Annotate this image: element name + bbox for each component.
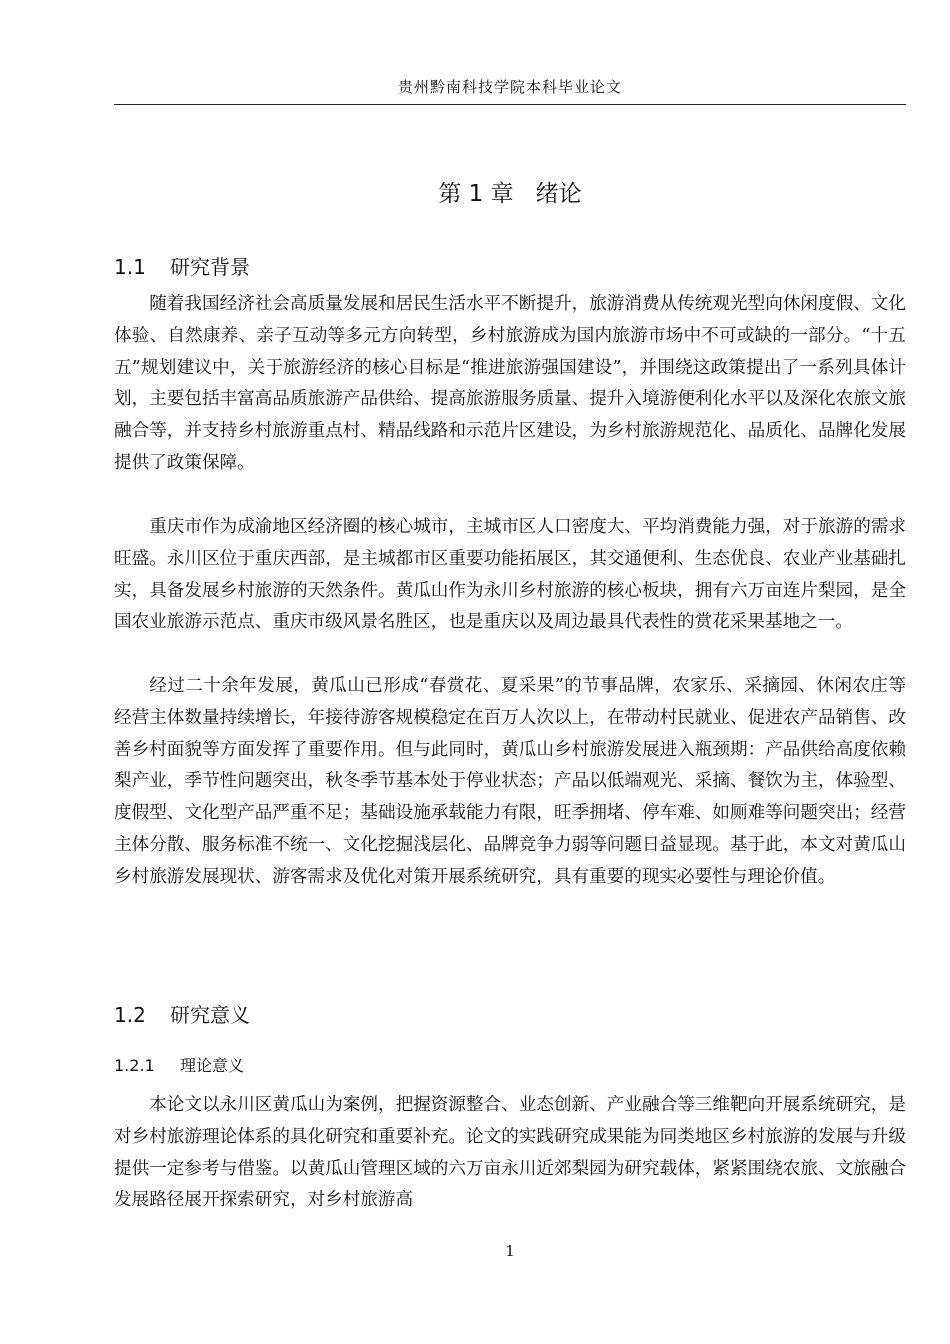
section-number: 1.1 (114, 255, 146, 279)
body-paragraph: 经过二十余年发展，黄瓜山已形成“春赏花、夏采果”的节事品牌，农家乐、采摘园、休闲农庄等经营主体数量持续增长，年接待游客规模稳定在百万人次以上，在带动村民就业、促进农产品销售、改善乡村面貌等方面发挥了重要作用。但与此同时，黄瓜山乡村旅游发展进入瓶颈期：产品供给高度依赖梨产业，季节性问题突出，秋冬季节基本处于停业状态；产品以低端观光、采摘、餐饮为主，体验型、度假型、文化型产品严重不足；基础设施承载能力有限，旺季拥堵、停车难、如厕难等问题突出；经营主体分散、服务标准不统一、文化挖掘浅层化、品牌竞争力弱等问题日益显现。基于此，本文对黄瓜山乡村旅游发展现状、游客需求及优化对策开展系统研究，具有重要的现实必要性与理论价值。 (114, 676, 906, 887)
body-paragraph: 随着我国经济社会高质量发展和居民生活水平不断提升，旅游消费从传统观光型向休闲度假、文化体验、自然康养、亲子互动等多元方向转型，乡村旅游成为国内旅游市场中不可或缺的一部分。“十五五”规划建议中，关于旅游经济的核心目标是“推进旅游强国建设”，并围绕这政策提出了一系列具体计划，主要包括丰富高品质旅游产品供给、提高旅游服务质量、提升入境游便利化水平以及深化农旅文旅融合等，并支持乡村旅游重点村、精品线路和示范片区建设，为乡村旅游规范化、品质化、品牌化发展提供了政策保障。 (114, 294, 906, 473)
body-paragraph: 本论文以永川区黄瓜山为案例，把握资源整合、业态创新、产业融合等三维靶向开展系统研究，是对乡村旅游理论体系的具化研究和重要补充。论文的实践研究成果能为同类地区乡村旅游的发展与升级提供一定参考与借鉴。以黄瓜山管理区域的六万亩永川近郊梨园为研究载体，紧紧围绕农旅、文旅融合发展路径展开探索研究，对乡村旅游高 (114, 1095, 906, 1211)
chapter-name: 绪论 (535, 181, 582, 207)
page-number: 1 (505, 1242, 515, 1260)
header-rule (114, 104, 906, 105)
section-heading-1-2 (114, 1000, 250, 1030)
running-header: 贵州黔南科技学院本科毕业论文 (397, 78, 622, 96)
subsection-heading-1-2-1 (114, 1053, 244, 1079)
section-title: 研究意义 (170, 1003, 250, 1027)
chapter-title (114, 176, 906, 212)
section-title: 研究背景 (170, 255, 250, 279)
body-paragraph: 重庆市作为成渝地区经济圈的核心城市，主城市区人口密度大、平均消费能力强，对于旅游的需求旺盛。永川区位于重庆西部，是主城都市区重要功能拓展区，其交通便利、生态优良、农业产业基础扎实，具备发展乡村旅游的天然条件。黄瓜山作为永川乡村旅游的核心板块，拥有六万亩连片梨园，是全国农业旅游示范点、重庆市级风景名胜区，也是重庆以及周边最具代表性的赏花采果基地之一。 (114, 517, 906, 633)
subsection-number: 1.2.1 (114, 1056, 155, 1075)
section-number: 1.2 (114, 1003, 146, 1027)
subsection-title: 理论意义 (180, 1056, 245, 1075)
section-heading-1-1 (114, 252, 250, 282)
chapter-number: 第 1 章 (438, 181, 514, 207)
